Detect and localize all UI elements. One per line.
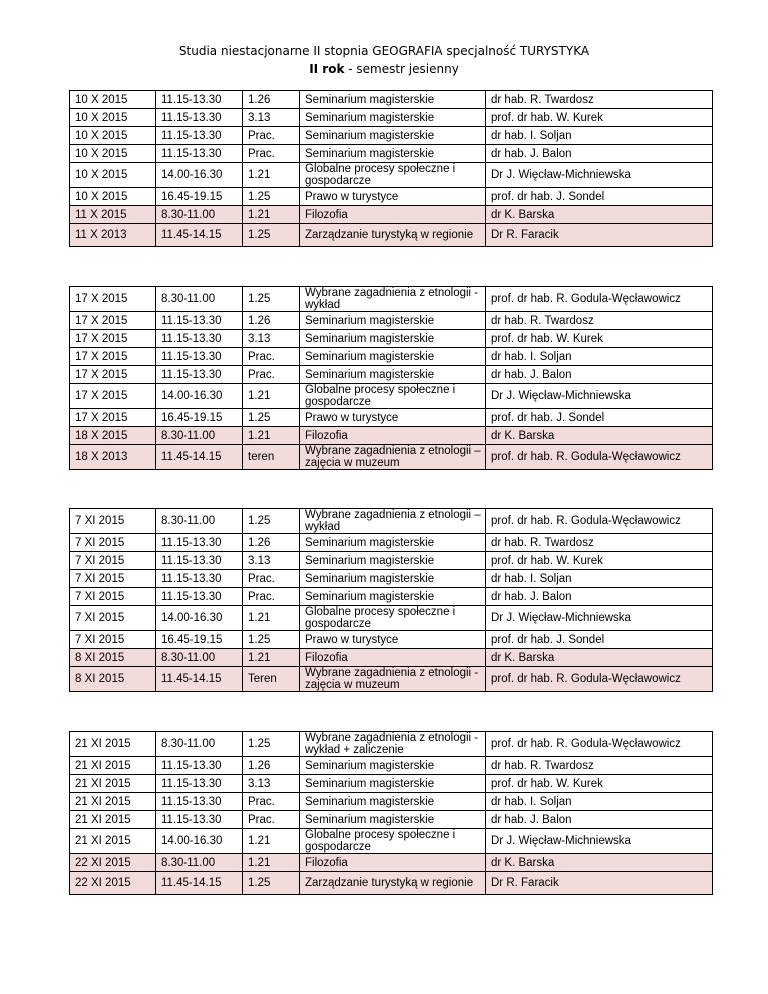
time-cell: 8.30-11.00 bbox=[156, 287, 243, 312]
schedule-block-3 bbox=[69, 508, 713, 692]
table-row bbox=[70, 829, 713, 854]
page-subtitle bbox=[0, 62, 768, 76]
table-row bbox=[70, 649, 713, 667]
teacher-cell: dr K. Barska bbox=[486, 854, 713, 872]
teacher-cell: dr hab. J. Balon bbox=[486, 811, 713, 829]
date-cell: 21 XI 2015 bbox=[70, 757, 156, 775]
table-row bbox=[70, 872, 713, 895]
date-cell: 8 XI 2015 bbox=[70, 667, 156, 692]
time-cell: 11.15-13.30 bbox=[156, 330, 243, 348]
table-row bbox=[70, 534, 713, 552]
table-row bbox=[70, 287, 713, 312]
time-cell: 8.30-11.00 bbox=[156, 649, 243, 667]
room-cell: Prac. bbox=[243, 348, 300, 366]
subject-cell: Seminarium magisterskie bbox=[300, 793, 486, 811]
time-cell: 11.15-13.30 bbox=[156, 793, 243, 811]
date-cell: 10 X 2015 bbox=[70, 188, 156, 206]
teacher-cell: dr hab. J. Balon bbox=[486, 366, 713, 384]
date-cell: 21 XI 2015 bbox=[70, 775, 156, 793]
table-row bbox=[70, 606, 713, 631]
subject-cell: Globalne procesy społeczne i gospodarcze bbox=[300, 163, 486, 188]
time-cell: 11.45-14.15 bbox=[156, 872, 243, 895]
subject-cell: Filozofia bbox=[300, 427, 486, 445]
table-row bbox=[70, 163, 713, 188]
room-cell: 1.21 bbox=[243, 854, 300, 872]
table-row bbox=[70, 757, 713, 775]
time-cell: 14.00-16.30 bbox=[156, 384, 243, 409]
room-cell: teren bbox=[243, 445, 300, 470]
page-title: Studia niestacjonarne II stopnia GEOGRAFIA specjalność TURYSTYKA bbox=[178, 44, 590, 58]
teacher-cell: dr K. Barska bbox=[486, 427, 713, 445]
room-cell: 3.13 bbox=[243, 109, 300, 127]
room-cell: 1.21 bbox=[243, 163, 300, 188]
time-cell: 11.15-13.30 bbox=[156, 588, 243, 606]
table-row bbox=[70, 570, 713, 588]
room-cell: 3.13 bbox=[243, 330, 300, 348]
time-cell: 11.15-13.30 bbox=[156, 348, 243, 366]
room-cell: 1.25 bbox=[243, 631, 300, 649]
room-cell: 1.25 bbox=[243, 409, 300, 427]
date-cell: 7 XI 2015 bbox=[70, 631, 156, 649]
date-cell: 7 XI 2015 bbox=[70, 606, 156, 631]
teacher-cell: prof. dr hab. R. Godula-Węcławowicz bbox=[486, 509, 713, 534]
subject-cell: Wybrane zagadnienia z etnologii - zajęcia w muzeum bbox=[300, 667, 486, 692]
table-row bbox=[70, 793, 713, 811]
date-cell: 7 XI 2015 bbox=[70, 552, 156, 570]
subject-cell: Prawo w turystyce bbox=[300, 631, 486, 649]
teacher-cell: Dr J. Więcław-Michniewska bbox=[486, 163, 713, 188]
teacher-cell: Dr J. Więcław-Michniewska bbox=[486, 829, 713, 854]
subject-cell: Filozofia bbox=[300, 206, 486, 224]
subject-cell: Seminarium magisterskie bbox=[300, 127, 486, 145]
subject-cell: Filozofia bbox=[300, 854, 486, 872]
room-cell: 3.13 bbox=[243, 775, 300, 793]
room-cell: 1.25 bbox=[243, 188, 300, 206]
teacher-cell: dr hab. R. Twardosz bbox=[486, 91, 713, 109]
subject-cell: Seminarium magisterskie bbox=[300, 757, 486, 775]
room-cell: Prac. bbox=[243, 366, 300, 384]
subject-cell: Seminarium magisterskie bbox=[300, 588, 486, 606]
subject-cell: Seminarium magisterskie bbox=[300, 145, 486, 163]
subject-cell: Wybrane zagadnienia z etnologii - wykład bbox=[300, 287, 486, 312]
room-cell: 1.21 bbox=[243, 606, 300, 631]
schedule-block-2 bbox=[69, 286, 713, 470]
date-cell: 22 XI 2015 bbox=[70, 872, 156, 895]
time-cell: 8.30-11.00 bbox=[156, 206, 243, 224]
subject-cell: Wybrane zagadnienia z etnologii – wykład bbox=[300, 509, 486, 534]
time-cell: 11.15-13.30 bbox=[156, 312, 243, 330]
subject-cell: Globalne procesy społeczne i gospodarcze bbox=[300, 384, 486, 409]
table-row bbox=[70, 427, 713, 445]
subtitle-year: II rok bbox=[309, 62, 345, 76]
teacher-cell: prof. dr hab. J. Sondel bbox=[486, 631, 713, 649]
table-row bbox=[70, 109, 713, 127]
time-cell: 11.15-13.30 bbox=[156, 109, 243, 127]
table-row bbox=[70, 224, 713, 247]
time-cell: 11.45-14.15 bbox=[156, 667, 243, 692]
teacher-cell: prof. dr hab. W. Kurek bbox=[486, 330, 713, 348]
table-row bbox=[70, 552, 713, 570]
date-cell: 18 X 2013 bbox=[70, 445, 156, 470]
room-cell: Prac. bbox=[243, 793, 300, 811]
subject-cell: Seminarium magisterskie bbox=[300, 811, 486, 829]
table-row bbox=[70, 348, 713, 366]
teacher-cell: dr K. Barska bbox=[486, 206, 713, 224]
table-row bbox=[70, 312, 713, 330]
schedule-block-4 bbox=[69, 731, 713, 895]
teacher-cell: dr hab. R. Twardosz bbox=[486, 757, 713, 775]
time-cell: 11.15-13.30 bbox=[156, 366, 243, 384]
room-cell: 1.25 bbox=[243, 224, 300, 247]
schedule-block-1 bbox=[69, 90, 713, 247]
date-cell: 21 XI 2015 bbox=[70, 793, 156, 811]
subject-cell: Zarządzanie turystyką w regionie bbox=[300, 872, 486, 895]
time-cell: 11.15-13.30 bbox=[156, 534, 243, 552]
date-cell: 7 XI 2015 bbox=[70, 509, 156, 534]
time-cell: 11.45-14.15 bbox=[156, 224, 243, 247]
table-row bbox=[70, 667, 713, 692]
teacher-cell: dr K. Barska bbox=[486, 649, 713, 667]
subject-cell: Wybrane zagadnienia z etnologii -wykład + zaliczenie bbox=[300, 732, 486, 757]
table-row bbox=[70, 91, 713, 109]
date-cell: 21 XI 2015 bbox=[70, 829, 156, 854]
teacher-cell: Dr R. Faracik bbox=[486, 872, 713, 895]
date-cell: 10 X 2015 bbox=[70, 127, 156, 145]
room-cell: 1.26 bbox=[243, 534, 300, 552]
subject-cell: Globalne procesy społeczne i gospodarcze bbox=[300, 829, 486, 854]
room-cell: 1.21 bbox=[243, 427, 300, 445]
date-cell: 7 XI 2015 bbox=[70, 570, 156, 588]
date-cell: 10 X 2015 bbox=[70, 163, 156, 188]
room-cell: Prac. bbox=[243, 570, 300, 588]
room-cell: Prac. bbox=[243, 127, 300, 145]
table-row bbox=[70, 631, 713, 649]
teacher-cell: dr hab. I. Soljan bbox=[486, 793, 713, 811]
time-cell: 11.15-13.30 bbox=[156, 552, 243, 570]
date-cell: 17 X 2015 bbox=[70, 312, 156, 330]
date-cell: 17 X 2015 bbox=[70, 366, 156, 384]
table-row bbox=[70, 188, 713, 206]
date-cell: 21 XI 2015 bbox=[70, 732, 156, 757]
teacher-cell: prof. dr hab. R. Godula-Węcławowicz bbox=[486, 732, 713, 757]
room-cell: Prac. bbox=[243, 145, 300, 163]
time-cell: 8.30-11.00 bbox=[156, 854, 243, 872]
subject-cell: Seminarium magisterskie bbox=[300, 109, 486, 127]
room-cell: 1.25 bbox=[243, 732, 300, 757]
date-cell: 21 XI 2015 bbox=[70, 811, 156, 829]
table-row bbox=[70, 509, 713, 534]
time-cell: 11.45-14.15 bbox=[156, 445, 243, 470]
subject-cell: Seminarium magisterskie bbox=[300, 570, 486, 588]
time-cell: 11.15-13.30 bbox=[156, 127, 243, 145]
time-cell: 14.00-16.30 bbox=[156, 163, 243, 188]
teacher-cell: prof. dr hab. W. Kurek bbox=[486, 775, 713, 793]
subject-cell: Seminarium magisterskie bbox=[300, 91, 486, 109]
table-row bbox=[70, 127, 713, 145]
subject-cell: Seminarium magisterskie bbox=[300, 775, 486, 793]
room-cell: Teren bbox=[243, 667, 300, 692]
teacher-cell: dr hab. J. Balon bbox=[486, 145, 713, 163]
time-cell: 11.15-13.30 bbox=[156, 757, 243, 775]
table-row bbox=[70, 409, 713, 427]
table-row bbox=[70, 732, 713, 757]
time-cell: 16.45-19.15 bbox=[156, 631, 243, 649]
room-cell: 1.25 bbox=[243, 287, 300, 312]
time-cell: 8.30-11.00 bbox=[156, 427, 243, 445]
table-row bbox=[70, 588, 713, 606]
date-cell: 10 X 2015 bbox=[70, 109, 156, 127]
subject-cell: Filozofia bbox=[300, 649, 486, 667]
date-cell: 8 XI 2015 bbox=[70, 649, 156, 667]
date-cell: 17 X 2015 bbox=[70, 287, 156, 312]
date-cell: 10 X 2015 bbox=[70, 145, 156, 163]
teacher-cell: dr hab. I. Soljan bbox=[486, 570, 713, 588]
room-cell: 1.26 bbox=[243, 757, 300, 775]
table-row bbox=[70, 811, 713, 829]
time-cell: 16.45-19.15 bbox=[156, 409, 243, 427]
subject-cell: Seminarium magisterskie bbox=[300, 552, 486, 570]
date-cell: 17 X 2015 bbox=[70, 348, 156, 366]
teacher-cell: prof. dr hab. R. Godula-Węcławowicz bbox=[486, 667, 713, 692]
date-cell: 22 XI 2015 bbox=[70, 854, 156, 872]
date-cell: 11 X 2015 bbox=[70, 206, 156, 224]
date-cell: 17 X 2015 bbox=[70, 330, 156, 348]
room-cell: 1.26 bbox=[243, 312, 300, 330]
subject-cell: Wybrane zagadnienia z etnologii – zajęcia w muzeum bbox=[300, 445, 486, 470]
date-cell: 10 X 2015 bbox=[70, 91, 156, 109]
teacher-cell: prof. dr hab. W. Kurek bbox=[486, 552, 713, 570]
subject-cell: Seminarium magisterskie bbox=[300, 348, 486, 366]
room-cell: Prac. bbox=[243, 588, 300, 606]
room-cell: 1.25 bbox=[243, 872, 300, 895]
room-cell: 3.13 bbox=[243, 552, 300, 570]
date-cell: 7 XI 2015 bbox=[70, 588, 156, 606]
teacher-cell: prof. dr hab. J. Sondel bbox=[486, 409, 713, 427]
subject-cell: Seminarium magisterskie bbox=[300, 330, 486, 348]
time-cell: 11.15-13.30 bbox=[156, 91, 243, 109]
teacher-cell: prof. dr hab. R. Godula-Węcławowicz bbox=[486, 287, 713, 312]
room-cell: 1.25 bbox=[243, 509, 300, 534]
teacher-cell: Dr J. Więcław-Michniewska bbox=[486, 606, 713, 631]
room-cell: 1.26 bbox=[243, 91, 300, 109]
date-cell: 7 XI 2015 bbox=[70, 534, 156, 552]
teacher-cell: dr hab. I. Soljan bbox=[486, 348, 713, 366]
table-row bbox=[70, 775, 713, 793]
table-row bbox=[70, 384, 713, 409]
teacher-cell: dr hab. I. Soljan bbox=[486, 127, 713, 145]
room-cell: Prac. bbox=[243, 811, 300, 829]
subject-cell: Prawo w turystyce bbox=[300, 188, 486, 206]
table-row bbox=[70, 366, 713, 384]
teacher-cell: dr hab. R. Twardosz bbox=[486, 534, 713, 552]
room-cell: 1.21 bbox=[243, 384, 300, 409]
teacher-cell: dr hab. J. Balon bbox=[486, 588, 713, 606]
teacher-cell: Dr J. Więcław-Michniewska bbox=[486, 384, 713, 409]
date-cell: 17 X 2015 bbox=[70, 384, 156, 409]
subject-cell: Prawo w turystyce bbox=[300, 409, 486, 427]
teacher-cell: dr hab. R. Twardosz bbox=[486, 312, 713, 330]
table-row bbox=[70, 145, 713, 163]
time-cell: 11.15-13.30 bbox=[156, 811, 243, 829]
time-cell: 14.00-16.30 bbox=[156, 829, 243, 854]
table-row bbox=[70, 206, 713, 224]
time-cell: 8.30-11.00 bbox=[156, 509, 243, 534]
table-row bbox=[70, 330, 713, 348]
subject-cell: Seminarium magisterskie bbox=[300, 312, 486, 330]
time-cell: 14.00-16.30 bbox=[156, 606, 243, 631]
subject-cell: Zarządzanie turystyką w regionie bbox=[300, 224, 486, 247]
time-cell: 11.15-13.30 bbox=[156, 775, 243, 793]
teacher-cell: prof. dr hab. J. Sondel bbox=[486, 188, 713, 206]
time-cell: 8.30-11.00 bbox=[156, 732, 243, 757]
table-row bbox=[70, 854, 713, 872]
subject-cell: Seminarium magisterskie bbox=[300, 366, 486, 384]
teacher-cell: prof. dr hab. W. Kurek bbox=[486, 109, 713, 127]
room-cell: 1.21 bbox=[243, 649, 300, 667]
teacher-cell: prof. dr hab. R. Godula-Węcławowicz bbox=[486, 445, 713, 470]
date-cell: 11 X 2013 bbox=[70, 224, 156, 247]
subject-cell: Globalne procesy społeczne i gospodarcze bbox=[300, 606, 486, 631]
time-cell: 11.15-13.30 bbox=[156, 145, 243, 163]
subject-cell: Seminarium magisterskie bbox=[300, 534, 486, 552]
time-cell: 11.15-13.30 bbox=[156, 570, 243, 588]
teacher-cell: Dr R. Faracik bbox=[486, 224, 713, 247]
subtitle-semester: - semestr jesienny bbox=[344, 62, 459, 76]
room-cell: 1.21 bbox=[243, 206, 300, 224]
time-cell: 16.45-19.15 bbox=[156, 188, 243, 206]
table-row bbox=[70, 445, 713, 470]
room-cell: 1.21 bbox=[243, 829, 300, 854]
date-cell: 18 X 2015 bbox=[70, 427, 156, 445]
date-cell: 17 X 2015 bbox=[70, 409, 156, 427]
